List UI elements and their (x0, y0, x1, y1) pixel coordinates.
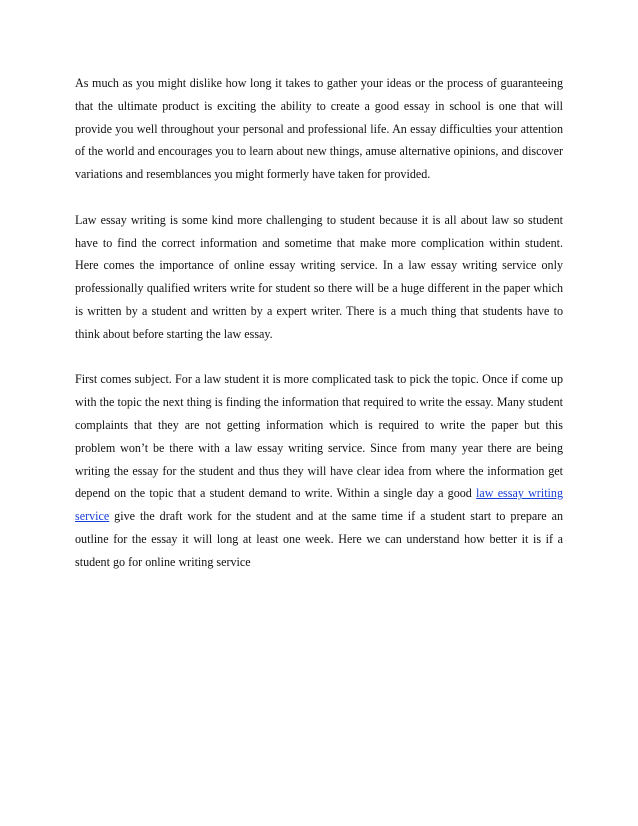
document-body (75, 72, 563, 574)
paragraph-1: As much as you might dislike how long it takes to gather your ideas or the process of guaranteeing that the ultimate product is exciting the ability to create a good essay in school is one that will provide you well throughout your personal and professional life. An essay difficulties your attention of the world and encourages you to learn about new things, amuse alternative opinions, and discover variations and resemblances you might formerly have taken for provided. (75, 76, 563, 182)
paragraph-3-text-before-link: First comes subject. For a law student it is more complicated task to pick the topic. Once if come up with the topic the next thing is finding the information that required to write the essay. Many student complaints that they are not getting information which is required to write the paper but this problem won’t be there with a law essay writing service. Since from many year there are being writing the essay for the student and thus they will have clear idea from where the information get depend on the topic that a student demand to write. Within a single day a good (75, 372, 563, 501)
paragraph-2: Law essay writing is some kind more challenging to student because it is all about law so student have to find the correct information and sometime that make more complication within student. Here comes the importance of online essay writing service. In a law essay writing service only professionally qualified writers write for student so there will be a huge different in the paper which is written by a student and written by a expert writer. There is a much thing that students have to think about before starting the law essay. (75, 212, 563, 341)
paragraph-3-text-after-link: give the draft work for the student and at the same time if a student start to prepare an outline for the essay it will long at least one week. Here we can understand how better it is if a student go for online writing service (75, 509, 563, 569)
paragraph-3 (75, 368, 563, 573)
law-essay-writing-service-link[interactable]: law essay writing service (75, 486, 564, 524)
